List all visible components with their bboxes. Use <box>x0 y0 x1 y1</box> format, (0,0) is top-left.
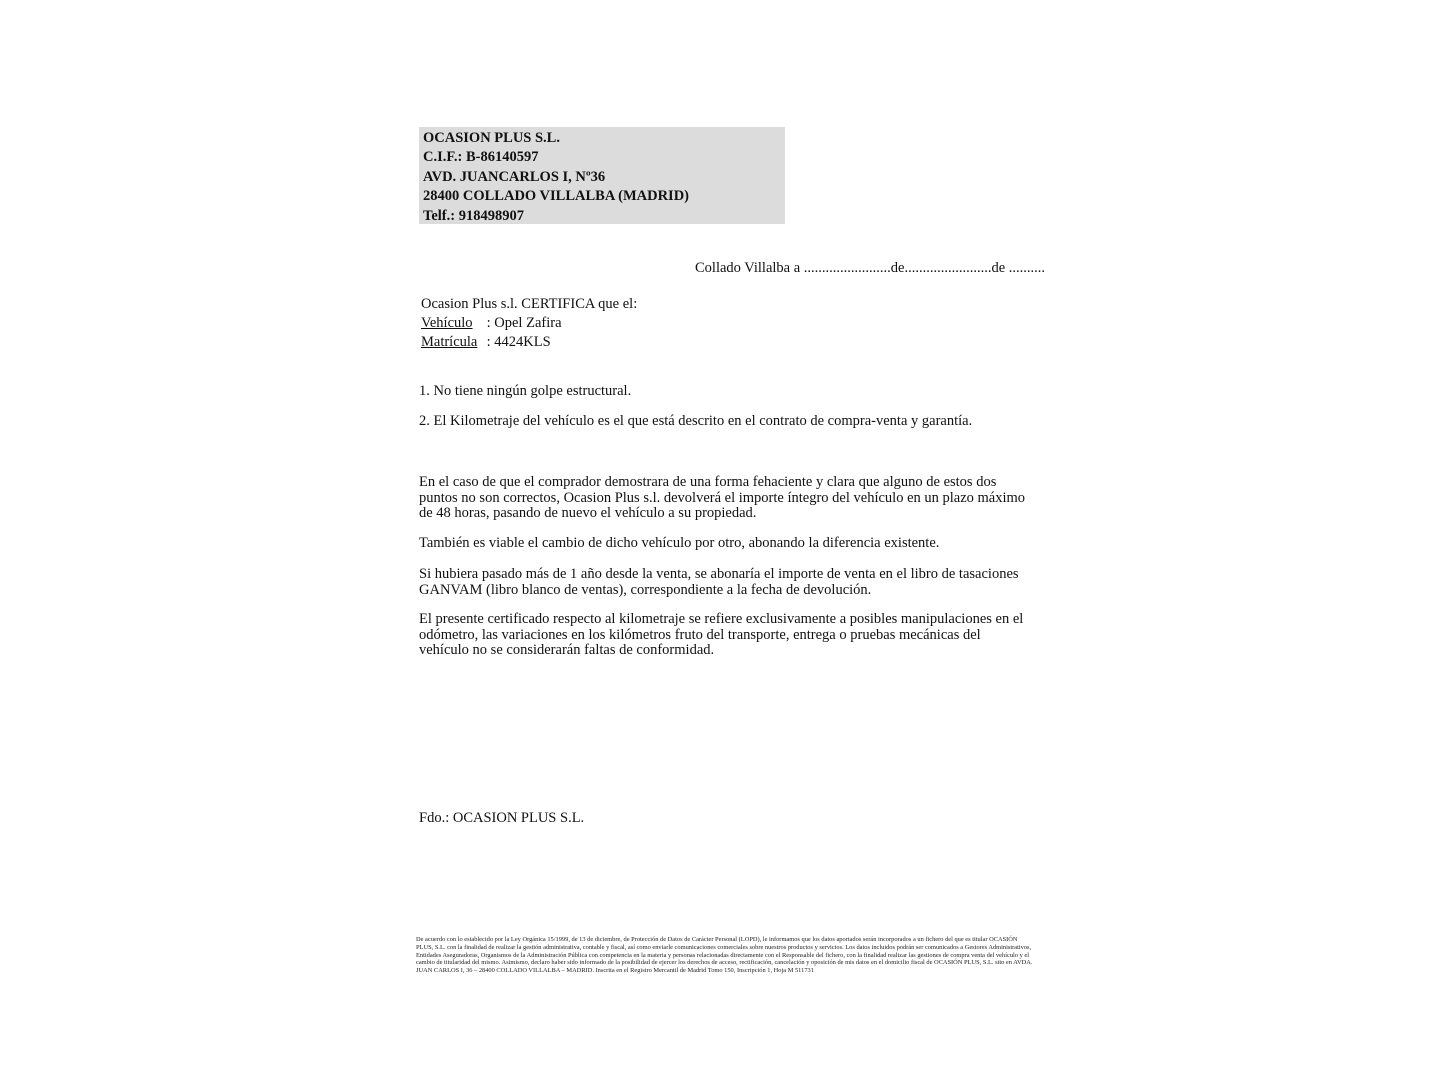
paragraph-refund: En el caso de que el comprador demostrara de una forma fehaciente y clara que alguno de estos dos puntos no son correctos, Ocasion Plus s.l. devolverá el importe íntegro del vehículo en un plazo máximo de 48 horas, pasando de nuevo el vehículo a su propiedad. <box>419 474 1026 521</box>
vehicle-value: : Opel Zafira <box>486 315 562 331</box>
company-address: AVD. JUANCARLOS I, Nº36 <box>423 168 606 185</box>
point-structural: 1. No tiene ningún golpe estructural. <box>419 383 632 399</box>
plate-row <box>421 334 551 351</box>
certificate-intro: Ocasion Plus s.l. CERTIFICA que el: <box>421 296 638 312</box>
paragraph-odometer: El presente certificado respecto al kilometraje se refiere exclusivamente a posibles manipulaciones en el odómetro, las variaciones en los kilómetros fruto del transporte, entrega o pruebas mecánicas del vehículo no se considerarán faltas de conformidad. <box>419 611 1024 658</box>
plate-label: Matrícula <box>421 334 478 350</box>
plate-value: : 4424KLS <box>486 334 551 350</box>
company-phone: Telf.: 918498907 <box>423 207 524 224</box>
vehicle-row <box>421 315 562 332</box>
company-name: OCASION PLUS S.L. <box>423 130 560 146</box>
company-city: 28400 COLLADO VILLALBA (MADRID) <box>423 188 689 205</box>
point-mileage: 2. El Kilometraje del vehículo es el que está descrito en el contrato de compra-venta y garantía. <box>419 413 973 429</box>
signature-line: Fdo.: OCASION PLUS S.L. <box>419 810 585 826</box>
company-cif: C.I.F.: B-86140597 <box>423 149 539 166</box>
company-header <box>419 127 785 224</box>
date-line: Collado Villalba a ........................de........................de .......... <box>695 260 1046 276</box>
vehicle-label: Vehículo <box>421 315 473 331</box>
legal-notice: De acuerdo con lo establecido por la Ley Orgánica 15/1999, de 13 de diciembre, de Protección de Datos de Carácter Personal (LOPD), le informamos que los datos aportados serán incorporados a un fichero del que es titular OCASIÓN PLUS, S.L. con la finalidad de realizar la gestión administrativa, contable y fiscal, así como enviarle comunicaciones comerciales sobre nuestros productos y servicios. Los datos incluidos podrán ser comunicados a Gestores Administrativos, Entidades Aseguradoras, Organismos de la Administración Pública con competencia en la materia y personas relacionadas directamente con el Responsable del fichero, con la finalidad realizar las gestiones de compra venta del vehículo y el cambio de titularidad del mismo. Asimismo, declaro haber sido informado de la posibilidad de ejercer los derechos de acceso, rectificación, cancelación y oposición de mis datos en el domicilio fiscal de OCASIÓN PLUS, S.L. sito en AVDA. JUAN CARLOS I, 36 – 28400 COLLADO VILLALBA – MADRID. Inscrita en el Registro Mercantil de Madrid Tomo 150, Inscripción 1, Hoja M 511731 <box>416 936 1033 975</box>
paragraph-ganvam: Si hubiera pasado más de 1 año desde la venta, se abonaría el importe de venta en el libro de tasaciones GANVAM (libro blanco de ventas), correspondiente a la fecha de devolución. <box>419 566 1019 598</box>
paragraph-exchange: También es viable el cambio de dicho vehículo por otro, abonando la diferencia existente. <box>419 535 940 551</box>
